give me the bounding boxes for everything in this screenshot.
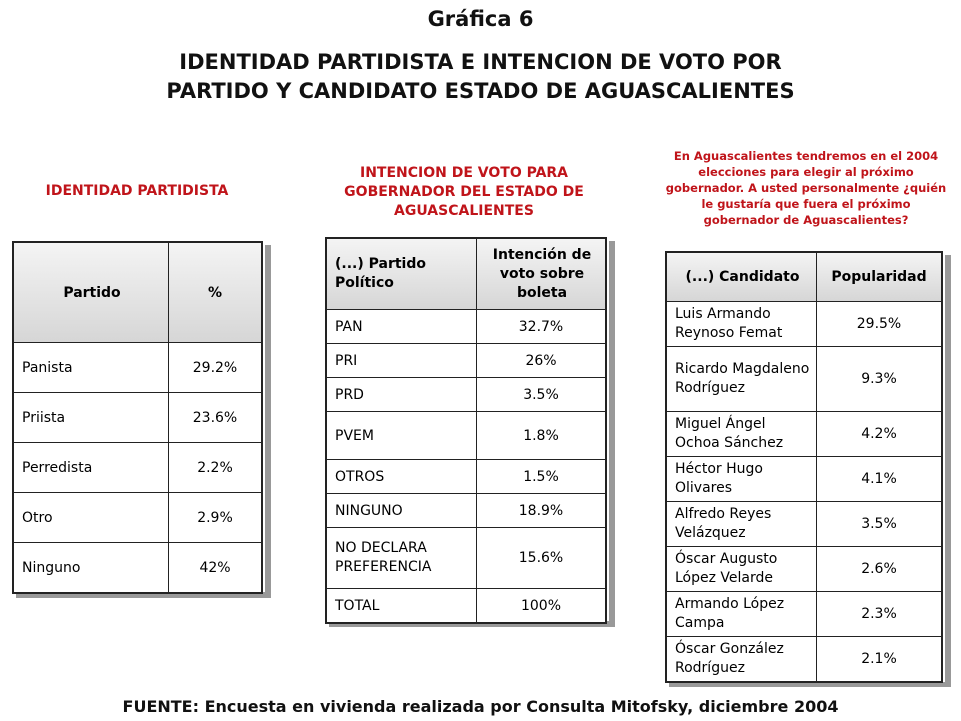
table-row <box>326 460 606 494</box>
row-label: PRD <box>326 378 477 412</box>
row-value: 42% <box>169 543 263 594</box>
header-line: Político <box>335 275 394 291</box>
question-line1: En Aguascalientes tendremos en el 2004 <box>673 149 939 163</box>
identidad-col-partido: Partido <box>13 242 169 343</box>
row-label: Miguel Ángel Ochoa Sánchez <box>666 412 817 457</box>
question-line2: elecciones para elegir al próximo <box>698 165 914 179</box>
header-line: Intención de <box>492 246 592 263</box>
question-line3: gobernador. A usted personalmente ¿quién <box>665 181 947 195</box>
row-label: Héctor Hugo Olivares <box>666 457 817 502</box>
row-label: PVEM <box>326 412 477 460</box>
row-value: 2.3% <box>817 592 943 637</box>
page-title-line2: PARTIDO Y CANDIDATO ESTADO DE AGUASCALIENTES <box>166 79 795 103</box>
header-line: boleta <box>516 284 568 301</box>
row-label: Panista <box>13 343 169 393</box>
row-value: 2.9% <box>169 493 263 543</box>
row-label: NINGUNO <box>326 494 477 528</box>
table-row <box>666 347 942 412</box>
identidad-heading: IDENTIDAD PARTIDISTA <box>45 183 229 199</box>
candidato-question <box>656 148 956 228</box>
row-value: 2.2% <box>169 443 263 493</box>
row-value: 1.5% <box>477 460 607 494</box>
header-line: voto sobre <box>499 265 585 282</box>
chart-number-title: Gráfica 6 <box>427 7 534 31</box>
row-value: 32.7% <box>477 310 607 344</box>
table-row <box>666 302 942 347</box>
row-value: 23.6% <box>169 393 263 443</box>
table-shadow <box>265 245 271 594</box>
table-row <box>326 589 606 624</box>
table-row <box>666 502 942 547</box>
intencion-heading <box>322 164 606 221</box>
row-value: 3.5% <box>817 502 943 547</box>
row-label: TOTAL <box>326 589 477 624</box>
row-value: 15.6% <box>477 528 607 589</box>
table-row <box>666 592 942 637</box>
candidato-col-popularidad: Popularidad <box>817 252 943 302</box>
row-value: 26% <box>477 344 607 378</box>
row-value: 18.9% <box>477 494 607 528</box>
row-value: 2.1% <box>817 637 943 683</box>
row-label: Óscar Augusto López Velarde <box>666 547 817 592</box>
intencion-col-voto <box>477 238 607 310</box>
table-shadow <box>945 255 951 685</box>
row-label: Perredista <box>13 443 169 493</box>
intencion-heading-line1: INTENCION DE VOTO PARA <box>359 165 569 181</box>
table-row <box>13 343 262 393</box>
table-row <box>326 528 606 589</box>
row-value: 2.6% <box>817 547 943 592</box>
candidato-col-candidato: (...) Candidato <box>666 252 817 302</box>
table-row <box>666 637 942 683</box>
intencion-heading-line3: AGUASCALIENTES <box>394 203 534 219</box>
row-label: OTROS <box>326 460 477 494</box>
table-row <box>13 543 262 594</box>
table-row <box>13 443 262 493</box>
table-row <box>326 412 606 460</box>
row-label: Priista <box>13 393 169 443</box>
table-row <box>13 393 262 443</box>
table-row <box>326 378 606 412</box>
candidato-table <box>665 251 943 683</box>
row-value: 29.5% <box>817 302 943 347</box>
intencion-col-partido <box>326 238 477 310</box>
row-value: 4.2% <box>817 412 943 457</box>
table-row <box>13 493 262 543</box>
row-label: Alfredo Reyes Velázquez <box>666 502 817 547</box>
row-value: 100% <box>477 589 607 624</box>
header-line: (...) Partido <box>335 256 426 272</box>
row-label: NO DECLARA PREFERENCIA <box>326 528 477 589</box>
question-line4: le gustaría que fuera el próximo <box>701 197 911 211</box>
row-label: Armando López Campa <box>666 592 817 637</box>
row-value: 3.5% <box>477 378 607 412</box>
page-title <box>0 48 961 106</box>
row-value: 1.8% <box>477 412 607 460</box>
row-value: 4.1% <box>817 457 943 502</box>
question-line5: gobernador de Aguascalientes? <box>703 213 909 227</box>
row-label: PRI <box>326 344 477 378</box>
table-row <box>666 412 942 457</box>
table-row <box>326 344 606 378</box>
table-shadow <box>609 241 615 623</box>
row-label: Luis Armando Reynoso Femat <box>666 302 817 347</box>
intencion-table <box>325 237 607 624</box>
row-label: Óscar González Rodríguez <box>666 637 817 683</box>
source-footer: FUENTE: Encuesta en vivienda realizada por Consulta Mitofsky, diciembre 2004 <box>122 697 839 716</box>
row-value: 9.3% <box>817 347 943 412</box>
row-label: PAN <box>326 310 477 344</box>
table-row <box>666 547 942 592</box>
table-row <box>666 457 942 502</box>
table-row <box>326 494 606 528</box>
intencion-heading-line2: GOBERNADOR DEL ESTADO DE <box>344 184 584 200</box>
identidad-col-percent: % <box>169 242 263 343</box>
page-title-line1: IDENTIDAD PARTIDISTA E INTENCION DE VOTO POR <box>179 50 782 74</box>
identidad-table <box>12 241 263 594</box>
table-row <box>326 310 606 344</box>
row-value: 29.2% <box>169 343 263 393</box>
row-label: Ricardo Magdaleno Rodríguez <box>666 347 817 412</box>
row-label: Ninguno <box>13 543 169 594</box>
row-label: Otro <box>13 493 169 543</box>
